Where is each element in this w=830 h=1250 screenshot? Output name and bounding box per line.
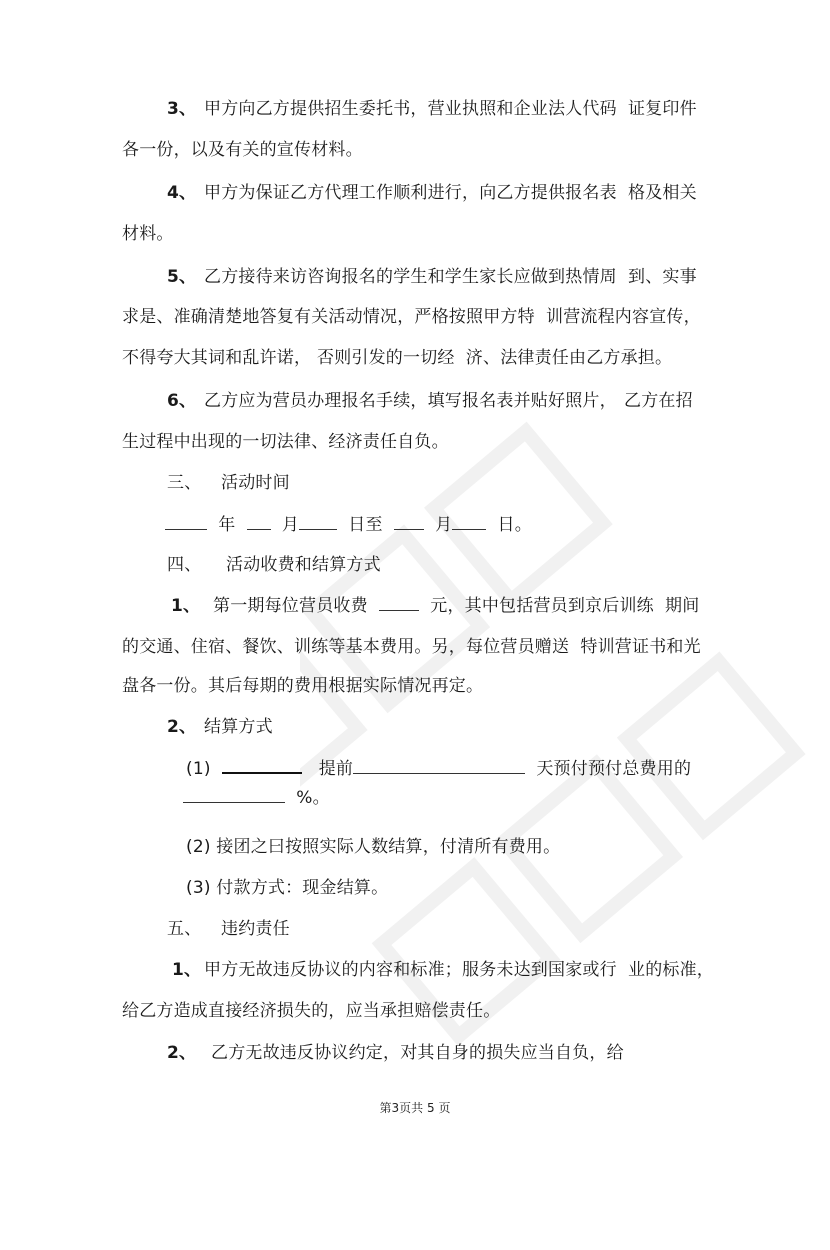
item5-line3b: 否则引发的一切经 济、法律责任由乙方承担。 bbox=[317, 348, 673, 368]
day2-blank[interactable] bbox=[452, 513, 486, 530]
item4-number: 4、 bbox=[167, 183, 197, 203]
sub1-percent-blank[interactable] bbox=[183, 786, 285, 803]
item5-number: 5、 bbox=[167, 267, 197, 287]
sub3-line bbox=[186, 876, 388, 900]
sub2-line bbox=[186, 835, 560, 859]
item5-line1: 乙方接待来访咨询报名的学生和学生家长应做到热情周 到、实事 bbox=[204, 267, 697, 287]
breach-item2-number: 2、 bbox=[167, 1043, 197, 1063]
day-label: 日。 bbox=[497, 515, 532, 535]
item3-line1: 甲方向乙方提供招生委托书，营业执照和企业法人代码 证复印件 bbox=[204, 99, 697, 119]
item6-line1b: 乙方在招 bbox=[624, 391, 693, 411]
sub2-number: (2) bbox=[186, 837, 211, 857]
sub3-text: 付款方式：现金结算。 bbox=[216, 878, 389, 898]
sub1-line2 bbox=[183, 786, 330, 810]
section4-number: 四、 bbox=[167, 555, 202, 575]
month2-label: 月 bbox=[435, 515, 453, 535]
sub1-advance-label: 提前 bbox=[318, 759, 354, 779]
sub2-text: 接团之曰按照实际人数结算，付清所有费用。 bbox=[216, 837, 561, 857]
sub1-days-blank[interactable] bbox=[353, 757, 525, 774]
month1-blank[interactable] bbox=[247, 513, 271, 530]
item6-line1a: 乙方应为营员办理报名手续，填写报名表并贴好照片， bbox=[204, 391, 617, 411]
item6-number: 6、 bbox=[167, 391, 197, 411]
breach-item1-number: 1、 bbox=[172, 960, 202, 980]
settlement-title: 结算方式 bbox=[204, 717, 273, 737]
year-blank[interactable] bbox=[165, 513, 207, 530]
section4-title: 活动收费和结算方式 bbox=[226, 555, 381, 575]
day1-blank[interactable] bbox=[299, 513, 337, 530]
to-label: 日至 bbox=[348, 515, 383, 535]
sub1-percent-label: %。 bbox=[296, 788, 330, 808]
section5-title: 违约责任 bbox=[221, 919, 290, 939]
section3-title: 活动时间 bbox=[221, 473, 290, 493]
item3-line2: 各一份，以及有关的宣传材料。 bbox=[122, 140, 363, 160]
section5-number: 五、 bbox=[167, 919, 202, 939]
item6-line2: 生过程中出现的一切法律、经济责任自负。 bbox=[122, 432, 449, 452]
item5-line3a: 不得夸大其词和乱许诺， bbox=[122, 348, 312, 368]
page-footer: 第3页共 5 页 bbox=[379, 1101, 451, 1115]
year-label: 年 bbox=[218, 515, 236, 535]
breach-item1-line1: 甲方无故违反协议的内容和标准；服务未达到国家或行 业的标准， bbox=[204, 960, 715, 980]
settlement-number: 2、 bbox=[167, 717, 197, 737]
fee-includes: 元，其中包括营员到京后训练 期间 bbox=[430, 596, 700, 616]
month1-label: 月 bbox=[281, 515, 300, 535]
fee-item1-number: 1、 bbox=[171, 596, 201, 616]
breach-item1-line2: 给乙方造成直接经济损失的，应当承担赔偿责任。 bbox=[122, 1001, 501, 1021]
fee-item1-line3: 盘各一份。其后每期的费用根据实际情况再定。 bbox=[122, 676, 484, 696]
item3-number: 3、 bbox=[167, 99, 197, 119]
fee-item1-line1 bbox=[213, 594, 699, 618]
sub1-party-blank[interactable] bbox=[222, 756, 302, 774]
sub3-number: (3) bbox=[186, 878, 211, 898]
date-range-line bbox=[165, 513, 532, 537]
fee-label: 第一期每位营员收费 bbox=[213, 596, 368, 616]
section3-number: 三、 bbox=[167, 473, 202, 493]
item4-line1: 甲方为保证乙方代理工作顺利进行，向乙方提供报名表 格及相关 bbox=[204, 183, 697, 203]
sub1-line1 bbox=[186, 756, 691, 781]
month2-blank[interactable] bbox=[394, 513, 424, 530]
fee-amount-blank[interactable] bbox=[379, 594, 419, 611]
sub1-prepay-label: 天预付预付总费用的 bbox=[536, 759, 692, 779]
item5-line2: 求是、准确清楚地答复有关活动情况，严格按照甲方特 训营流程内容宣传， bbox=[122, 307, 701, 327]
breach-item2-line1: 乙方无故违反协议约定，对其自身的损失应当自负，给 bbox=[211, 1043, 624, 1063]
fee-item1-line2: 的交通、住宿、餐饮、训练等基本费用。另，每位营员赠送 特训营证书和光 bbox=[122, 637, 701, 657]
item4-line2: 材料。 bbox=[122, 224, 174, 244]
sub1-number: (1) bbox=[186, 759, 211, 779]
